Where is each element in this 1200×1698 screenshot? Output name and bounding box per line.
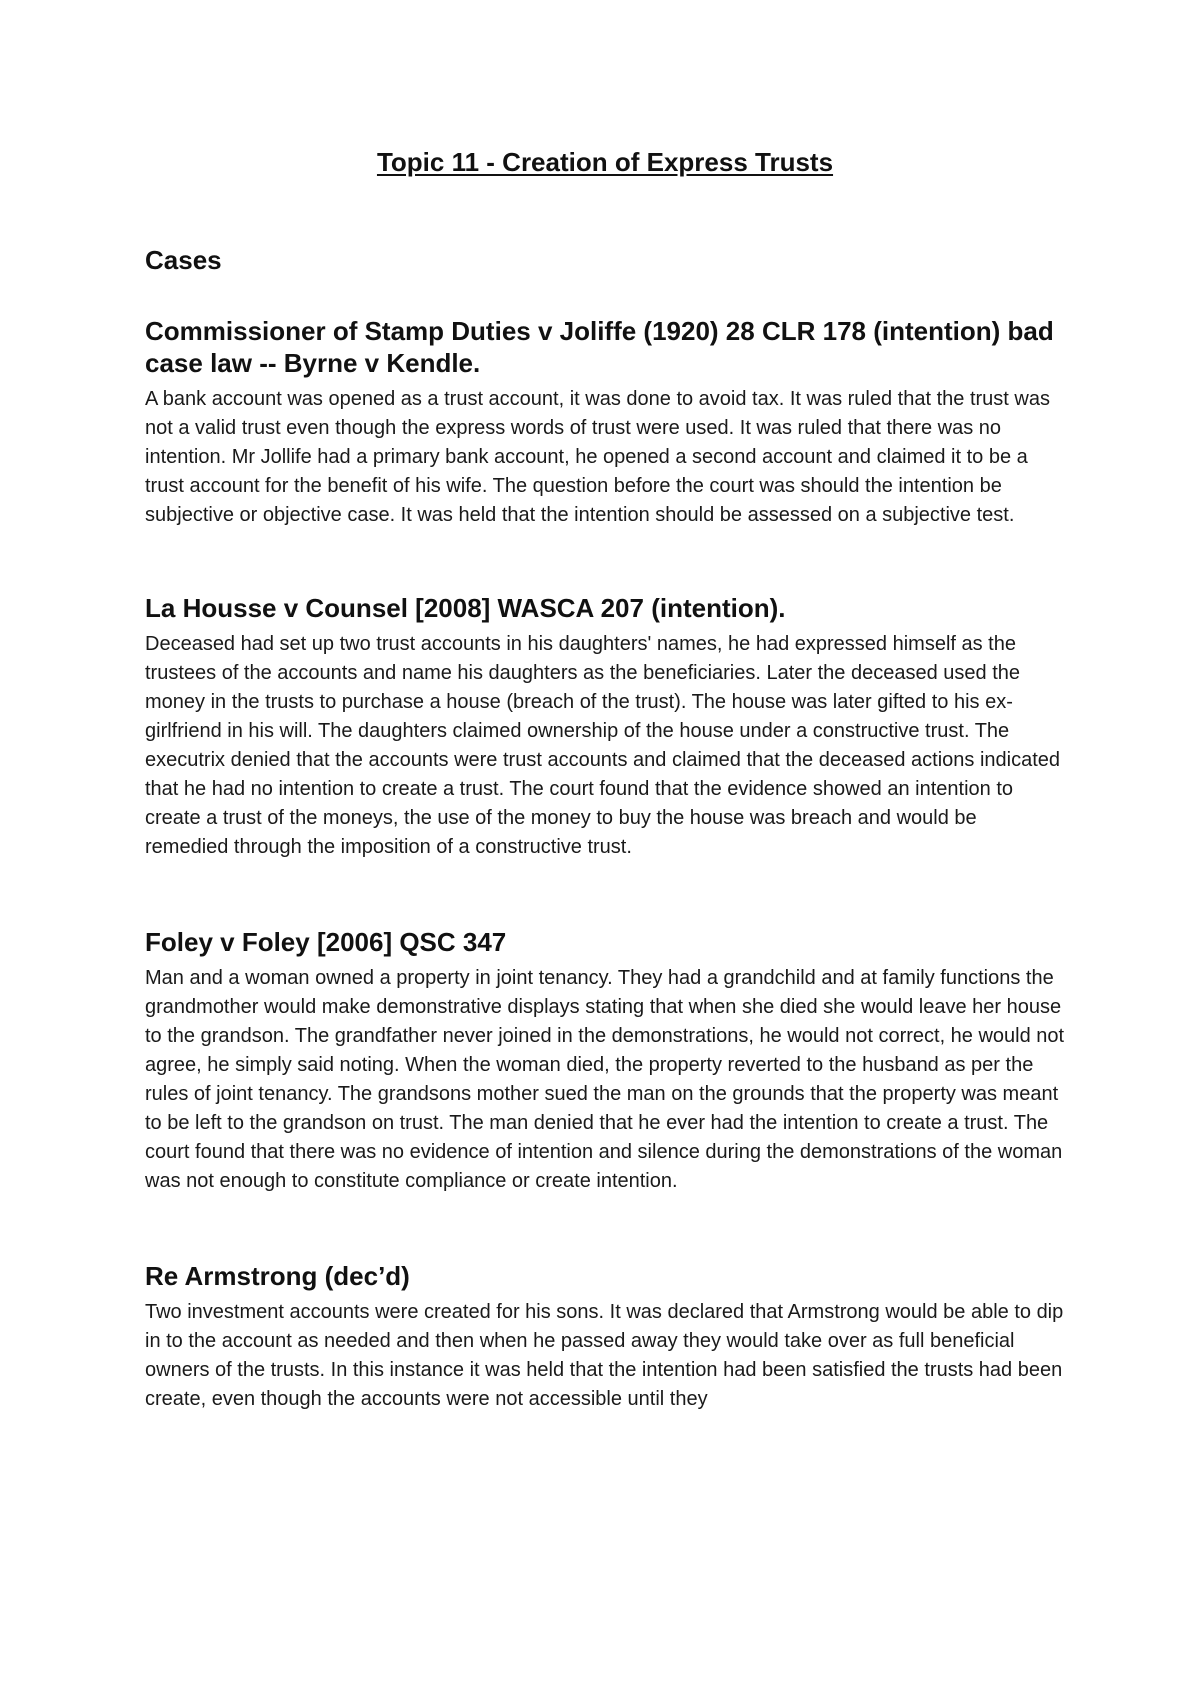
case-body: Deceased had set up two trust accounts in his daughters' names, he had expressed himself as the trustees of the accounts and name his daughters as the beneficiaries. Later the deceased used the money in the trusts to purchase a house (breach of the trust). The house was later gifted to his ex-girlfriend in his will. The daughters claimed ownership of the house under a constructive trust. The executrix denied that the accounts were trust accounts and claimed that the deceased actions indicated that he had no intention to create a trust. The court found that the evidence showed an intention to create a trust of the moneys, the use of the money to buy the house was breach and would be remedied through the imposition of a constructive trust. — [145, 633, 1060, 858]
case-title: Foley v Foley [2006] QSC 347 — [145, 927, 507, 957]
document-title: Topic 11 - Creation of Express Trusts — [376, 147, 834, 177]
case-title: Commissioner of Stamp Duties v Joliffe (1920) 28 CLR 178 (intention) bad case law -- Byrne v Kendle. — [145, 316, 1054, 378]
case-body: Two investment accounts were created for his sons. It was declared that Armstrong would be able to dip in to the account as needed and then when he passed away they would take over as full beneficial owners of the trusts. In this instance it was held that the intention had been satisfied the trusts had been create, even though the accounts were not accessible until they — [145, 1301, 1064, 1410]
case-entry — [145, 592, 1065, 862]
case-entry — [145, 1260, 1065, 1414]
section-heading-cases: Cases — [145, 245, 222, 275]
case-title: La Housse v Counsel [2008] WASCA 207 (intention). — [145, 593, 786, 623]
case-body: Man and a woman owned a property in joint tenancy. They had a grandchild and at family functions the grandmother would make demonstrative displays stating that when she died she would leave her house to the grandson. The grandfather never joined in the demonstrations, he would not correct, he would not agree, he simply said noting. When the woman died, the property reverted to the husband as per the rules of joint tenancy. The grandsons mother sued the man on the grounds that the property was meant to be left to the grandson on trust. The man denied that he ever had the intention to create a trust. The court found that there was no evidence of intention and silence during the demonstrations of the woman was not enough to constitute compliance or create intention. — [145, 967, 1065, 1192]
case-entry — [145, 315, 1065, 530]
case-body: A bank account was opened as a trust account, it was done to avoid tax. It was ruled that the trust was not a valid trust even though the express words of trust were used. It was ruled that there was no intention. Mr Jollife had a primary bank account, he opened a second account and claimed it to be a trust account for the benefit of his wife. The question before the court was should the intention be subjective or objective case. It was held that the intention should be assessed on a subjective test. — [145, 388, 1050, 526]
case-title: Re Armstrong (dec’d) — [145, 1261, 410, 1291]
case-entry — [145, 926, 1065, 1196]
